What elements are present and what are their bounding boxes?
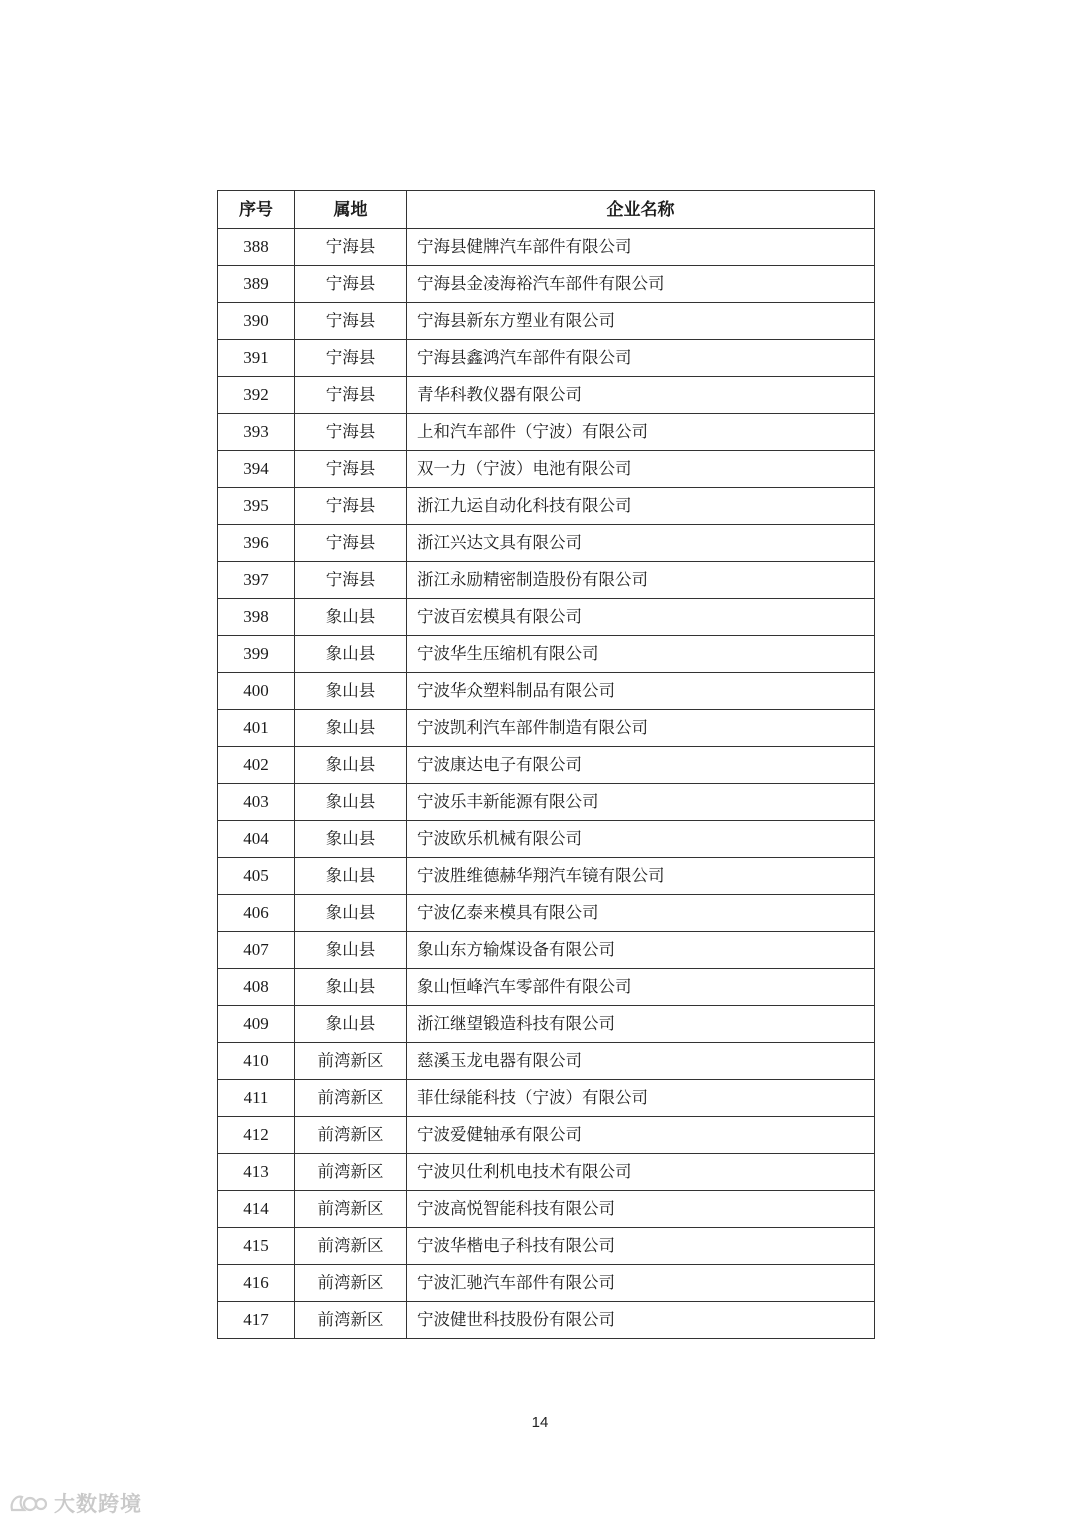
location-cell: 宁海县 — [295, 377, 407, 414]
serial-number-cell: 398 — [218, 599, 295, 636]
location-cell: 象山县 — [295, 1006, 407, 1043]
header-company-name: 企业名称 — [407, 191, 875, 229]
company-name-cell: 象山东方输煤设备有限公司 — [407, 932, 875, 969]
serial-number-cell: 416 — [218, 1265, 295, 1302]
company-name-cell: 宁波华生压缩机有限公司 — [407, 636, 875, 673]
brand-logo-icon — [8, 1490, 48, 1516]
table-row — [218, 1117, 875, 1154]
table-row — [218, 562, 875, 599]
table-row — [218, 1043, 875, 1080]
serial-number-cell: 389 — [218, 266, 295, 303]
company-name-cell: 浙江永励精密制造股份有限公司 — [407, 562, 875, 599]
table-row — [218, 525, 875, 562]
location-cell: 前湾新区 — [295, 1080, 407, 1117]
serial-number-cell: 415 — [218, 1228, 295, 1265]
location-cell: 宁海县 — [295, 414, 407, 451]
table-row — [218, 1228, 875, 1265]
location-cell: 象山县 — [295, 895, 407, 932]
location-cell: 宁海县 — [295, 340, 407, 377]
location-cell: 象山县 — [295, 673, 407, 710]
location-cell: 前湾新区 — [295, 1265, 407, 1302]
serial-number-cell: 392 — [218, 377, 295, 414]
location-cell: 象山县 — [295, 821, 407, 858]
watermark — [8, 1488, 142, 1518]
serial-number-cell: 413 — [218, 1154, 295, 1191]
company-name-cell: 宁波胜维德赫华翔汽车镜有限公司 — [407, 858, 875, 895]
location-cell: 象山县 — [295, 710, 407, 747]
page-number: 14 — [531, 1414, 549, 1431]
location-cell: 前湾新区 — [295, 1302, 407, 1339]
company-name-cell: 宁波欧乐机械有限公司 — [407, 821, 875, 858]
serial-number-cell: 404 — [218, 821, 295, 858]
location-cell: 前湾新区 — [295, 1191, 407, 1228]
company-name-cell: 浙江继望锻造科技有限公司 — [407, 1006, 875, 1043]
serial-number-cell: 402 — [218, 747, 295, 784]
location-cell: 宁海县 — [295, 303, 407, 340]
table-row — [218, 414, 875, 451]
table-row — [218, 1265, 875, 1302]
serial-number-cell: 388 — [218, 229, 295, 266]
location-cell: 前湾新区 — [295, 1117, 407, 1154]
table-row — [218, 1302, 875, 1339]
location-cell: 象山县 — [295, 784, 407, 821]
company-name-cell: 青华科教仪器有限公司 — [407, 377, 875, 414]
company-name-cell: 双一力（宁波）电池有限公司 — [407, 451, 875, 488]
serial-number-cell: 403 — [218, 784, 295, 821]
table-row — [218, 747, 875, 784]
table-header-row — [218, 191, 875, 229]
serial-number-cell: 412 — [218, 1117, 295, 1154]
location-cell: 前湾新区 — [295, 1043, 407, 1080]
company-name-cell: 浙江九运自动化科技有限公司 — [407, 488, 875, 525]
company-name-cell: 宁海县金凌海裕汽车部件有限公司 — [407, 266, 875, 303]
table-row — [218, 784, 875, 821]
table-row — [218, 895, 875, 932]
company-name-cell: 菲仕绿能科技（宁波）有限公司 — [407, 1080, 875, 1117]
company-name-cell: 宁波健世科技股份有限公司 — [407, 1302, 875, 1339]
company-name-cell: 宁波汇驰汽车部件有限公司 — [407, 1265, 875, 1302]
table-row — [218, 451, 875, 488]
serial-number-cell: 408 — [218, 969, 295, 1006]
table-row — [218, 673, 875, 710]
location-cell: 象山县 — [295, 858, 407, 895]
table-row — [218, 266, 875, 303]
serial-number-cell: 405 — [218, 858, 295, 895]
table-row — [218, 636, 875, 673]
table-row — [218, 858, 875, 895]
serial-number-cell: 409 — [218, 1006, 295, 1043]
serial-number-cell: 396 — [218, 525, 295, 562]
table-row — [218, 340, 875, 377]
table-row — [218, 303, 875, 340]
company-name-cell: 浙江兴达文具有限公司 — [407, 525, 875, 562]
table-row — [218, 377, 875, 414]
table-row — [218, 1006, 875, 1043]
location-cell: 象山县 — [295, 969, 407, 1006]
table-row — [218, 1154, 875, 1191]
table-row — [218, 599, 875, 636]
company-name-cell: 宁波高悦智能科技有限公司 — [407, 1191, 875, 1228]
company-name-cell: 宁波华楷电子科技有限公司 — [407, 1228, 875, 1265]
company-name-cell: 上和汽车部件（宁波）有限公司 — [407, 414, 875, 451]
company-name-cell: 宁波贝仕利机电技术有限公司 — [407, 1154, 875, 1191]
location-cell: 象山县 — [295, 747, 407, 784]
serial-number-cell: 410 — [218, 1043, 295, 1080]
header-serial-number: 序号 — [218, 191, 295, 229]
location-cell: 象山县 — [295, 636, 407, 673]
company-name-cell: 宁海县鑫鸿汽车部件有限公司 — [407, 340, 875, 377]
serial-number-cell: 400 — [218, 673, 295, 710]
company-name-cell: 宁波康达电子有限公司 — [407, 747, 875, 784]
serial-number-cell: 414 — [218, 1191, 295, 1228]
company-name-cell: 宁海县健牌汽车部件有限公司 — [407, 229, 875, 266]
company-name-cell: 宁波华众塑料制品有限公司 — [407, 673, 875, 710]
header-location: 属地 — [295, 191, 407, 229]
serial-number-cell: 406 — [218, 895, 295, 932]
table-row — [218, 969, 875, 1006]
location-cell: 象山县 — [295, 599, 407, 636]
company-list-table — [217, 190, 875, 1339]
location-cell: 宁海县 — [295, 488, 407, 525]
serial-number-cell: 391 — [218, 340, 295, 377]
location-cell: 宁海县 — [295, 451, 407, 488]
serial-number-cell: 411 — [218, 1080, 295, 1117]
location-cell: 前湾新区 — [295, 1228, 407, 1265]
company-name-cell: 慈溪玉龙电器有限公司 — [407, 1043, 875, 1080]
serial-number-cell: 399 — [218, 636, 295, 673]
serial-number-cell: 394 — [218, 451, 295, 488]
company-name-cell: 宁海县新东方塑业有限公司 — [407, 303, 875, 340]
location-cell: 象山县 — [295, 932, 407, 969]
company-name-cell: 象山恒峰汽车零部件有限公司 — [407, 969, 875, 1006]
location-cell: 前湾新区 — [295, 1154, 407, 1191]
table-row — [218, 1080, 875, 1117]
location-cell: 宁海县 — [295, 229, 407, 266]
table-body — [218, 229, 875, 1339]
serial-number-cell: 393 — [218, 414, 295, 451]
company-name-cell: 宁波百宏模具有限公司 — [407, 599, 875, 636]
serial-number-cell: 417 — [218, 1302, 295, 1339]
serial-number-cell: 390 — [218, 303, 295, 340]
table-row — [218, 932, 875, 969]
table-row — [218, 710, 875, 747]
serial-number-cell: 401 — [218, 710, 295, 747]
company-name-cell: 宁波乐丰新能源有限公司 — [407, 784, 875, 821]
serial-number-cell: 397 — [218, 562, 295, 599]
location-cell: 宁海县 — [295, 562, 407, 599]
watermark-text: 大数跨境 — [54, 1492, 142, 1516]
location-cell: 宁海县 — [295, 266, 407, 303]
table-row — [218, 1191, 875, 1228]
company-name-cell: 宁波爱健轴承有限公司 — [407, 1117, 875, 1154]
table-row — [218, 229, 875, 266]
table-row — [218, 821, 875, 858]
table-row — [218, 488, 875, 525]
company-name-cell: 宁波亿泰来模具有限公司 — [407, 895, 875, 932]
serial-number-cell: 407 — [218, 932, 295, 969]
company-name-cell: 宁波凯利汽车部件制造有限公司 — [407, 710, 875, 747]
serial-number-cell: 395 — [218, 488, 295, 525]
location-cell: 宁海县 — [295, 525, 407, 562]
